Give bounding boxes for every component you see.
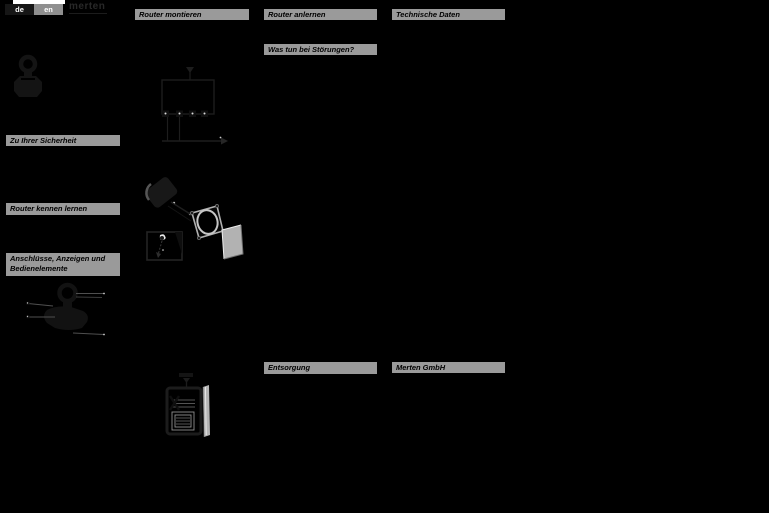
section-header-entsorgung: Entsorgung bbox=[264, 362, 377, 374]
section-header-router-kennen-lernen: Router kennen lernen bbox=[6, 203, 120, 215]
brand-logo: merten bbox=[69, 1, 106, 12]
section-header-router-montieren: Router montieren bbox=[135, 9, 249, 20]
safety-person-icon bbox=[12, 52, 44, 98]
tab-language-de[interactable]: de bbox=[5, 4, 34, 15]
tab-language-en[interactable]: en bbox=[34, 4, 63, 15]
section-header-technische-daten: Technische Daten bbox=[392, 9, 505, 20]
section-header-was-tun-bei-stoerungen: Was tun bei Störungen? bbox=[264, 44, 377, 55]
bus-wiring-diagram bbox=[158, 64, 232, 146]
exploded-mounting-diagram bbox=[143, 170, 249, 270]
insert-into-wallbox-diagram bbox=[162, 372, 214, 440]
section-header-zu-ihrer-sicherheit: Zu Ihrer Sicherheit bbox=[6, 135, 120, 146]
language-tabs bbox=[5, 4, 63, 15]
device-callouts-diagram bbox=[25, 281, 107, 341]
section-header-merten-gmbh: Merten GmbH bbox=[392, 362, 505, 373]
section-header-anschluesse-anzeigen-bedienelemente: Anschlüsse, Anzeigen und Bedienelemente bbox=[6, 253, 120, 276]
section-header-router-anlernen: Router anlernen bbox=[264, 9, 377, 20]
